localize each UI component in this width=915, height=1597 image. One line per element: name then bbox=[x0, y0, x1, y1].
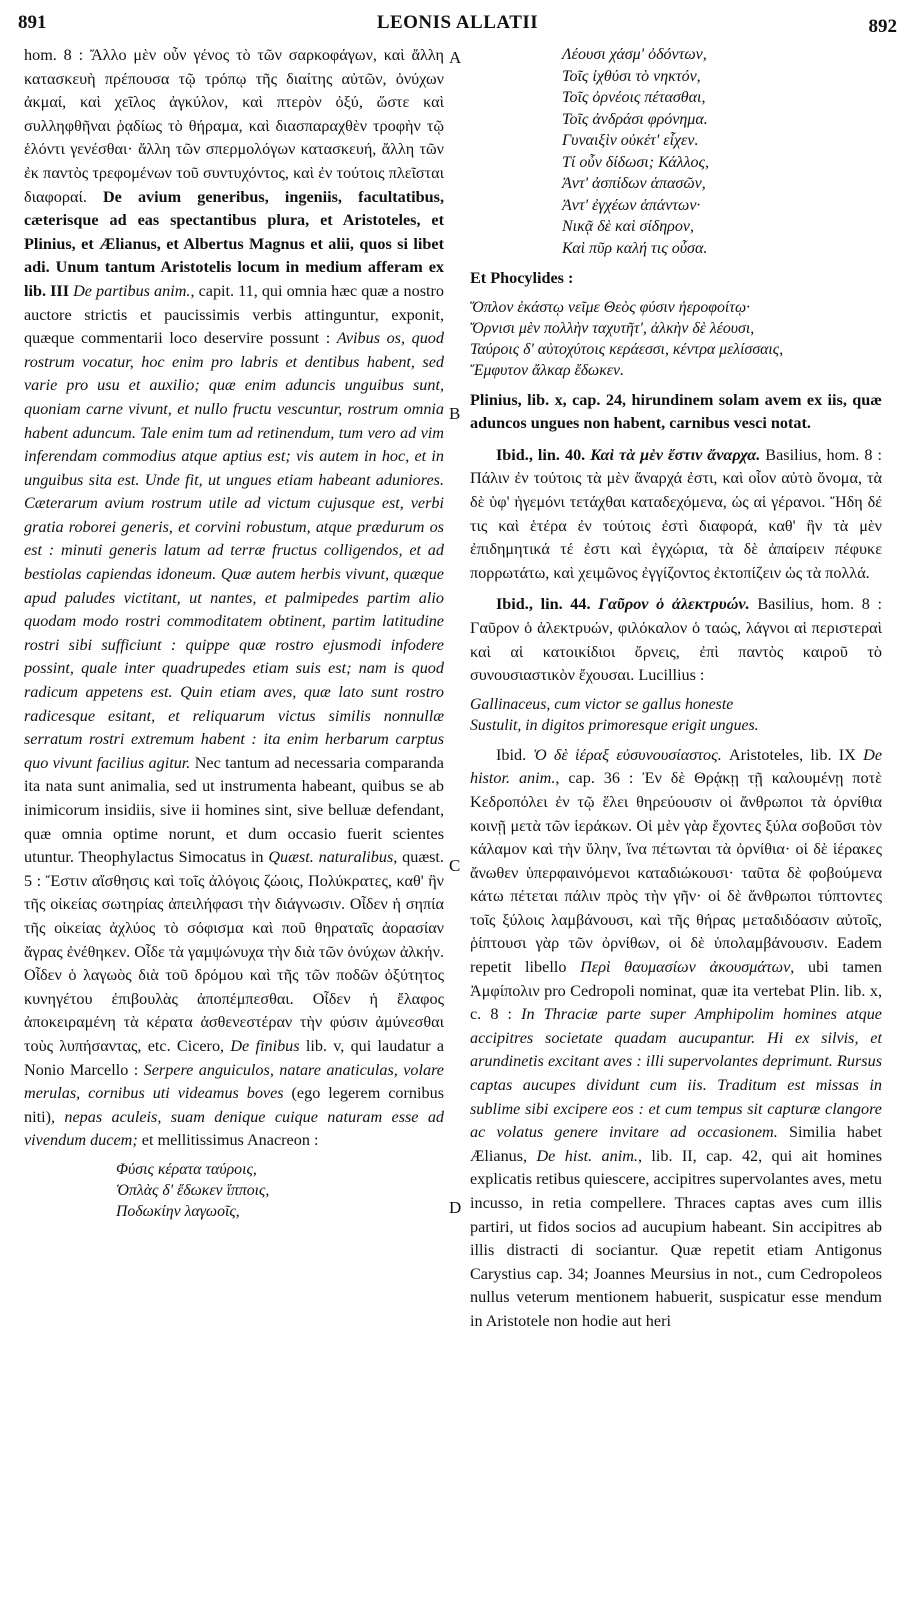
verse-line: Νικᾷ δὲ καὶ σίδηρον, bbox=[562, 218, 694, 235]
verse-line: Τοῖς ὀρνέοις πέτασθαι, bbox=[562, 89, 706, 106]
note-lemma-ref: Ibid., lin. 40. bbox=[496, 445, 591, 464]
verse-line: Φύσις κέρατα ταύροις, bbox=[116, 1160, 257, 1178]
work-title: De finibus bbox=[230, 1036, 300, 1055]
verse-line: Ὅπλον ἑκάστῳ νεῖμε Θεὸς φύσιν ἠεροφοίτῳ· bbox=[470, 298, 751, 316]
note-text: Aristoteles, lib. IX bbox=[721, 745, 864, 764]
verse-line: Ἔμφυτον ἄλκαρ ἔδωκεν. bbox=[470, 361, 624, 379]
note-lemma-ref: Ibid., lin. 44. bbox=[496, 595, 599, 614]
right-column bbox=[470, 44, 882, 1591]
verse-line: Τοῖς ἰχθύσι τὸ νηκτόν, bbox=[562, 67, 701, 85]
page-header bbox=[18, 6, 897, 36]
verse-line: Ὁπλὰς δ' ἔδωκεν ἵπποις, bbox=[116, 1181, 270, 1199]
verse-line: Ποδωκίην λαγωοῖς, bbox=[116, 1202, 240, 1220]
pliny-quotation: In Thraciæ parte super Amphipolim homines atque accipitres societate quadam aucupantur. Hi ex silvis, et arundinetis excitant aves : illi supervolantes deprimunt. Rursus captas aucupes dividunt cum iis. Traditum est missas in sublime sibi excipere eos : et cum tempus sit capturæ clangore ac volatus genere invitare ad occasionem. bbox=[470, 1005, 882, 1142]
verse-line: Gallinaceus, cum victor se gallus honeste bbox=[470, 695, 734, 713]
work-title: De histor. anim. bbox=[470, 745, 882, 788]
note-lemma: Γαῦρον ὁ ἀλεκτρυών. bbox=[598, 595, 750, 614]
latin-commentary: , capit. 11, qui omnia hæc quæ a nostro auctore strictis et paucissimis verbis attinguntur, exponit, quæque commentarii loco deservire possunt : bbox=[24, 281, 444, 348]
note-text: Basilius, hom. 8 : Γαῦρον ὁ ἀλεκτρυών, φιλόκαλον ὁ ταώς, λάγνοι αἱ περιστεραὶ καὶ αἱ κατοικίδιοι ὄρνεις, ἐπὶ παντὸς καιροῦ τὸ συνουσιαστικὸν ἔχουσαι. Lucillius : bbox=[470, 595, 882, 685]
margin-letter-d: D bbox=[449, 1198, 462, 1217]
latin-commentary: lib. v, qui laudatur a Nonio Marcello : bbox=[24, 1036, 444, 1079]
note-text: Similia habet Ælianus, bbox=[470, 1123, 882, 1165]
verse-line: Ταύροις δ' αὐτοχύτοις κεράεσσι, κέντρα μελίσσαις, bbox=[470, 340, 784, 358]
lucillius-verse bbox=[470, 694, 882, 736]
anacreon-verse bbox=[116, 1159, 444, 1222]
work-title: Περὶ θαυμασίων ἀκουσμάτων bbox=[580, 958, 791, 977]
margin-letter-c: C bbox=[449, 856, 461, 875]
paragraph-basilius-homily bbox=[24, 44, 444, 1153]
paragraph-ibid-hierax bbox=[470, 744, 882, 1334]
note-text: , cap. 36 : Ἐν δὲ Θρᾴκῃ τῇ καλουμένῃ ποτὲ Κεδροπόλει ἐν τῷ ἕλει θηρεύουσιν οἱ ἄνθρωποι τὰ ὀρνίθια κοινῇ μετὰ τῶν ἱεράκων. Οἱ μὲν γὰρ ἔχοντες ξύλα σοβοῦσι τὸν κάλαμον καὶ τὴν ὕλην, ἵνα πέτωνται τὰ ὀρνίθια· οἱ δὲ ἱέρακες ἄνωθεν ὑπερφαινόμενοι καταδιώκουσι· ταῦτα δὲ φοβούμενα κάτω πέτεται πάλιν πρὸς τὴν γῆν· οἱ δὲ ἄνθρωποι τύπτοντες τοῖς ξύλοις λαμβάνουσι, καὶ τῆς θήρας μεταδιδόασιν αὐτοῖς, ῥίπτουσι γὰρ τῶν ὀρνίθων, οἱ δὲ ὑπολαμβάνουσιν. Eadem repetit libello bbox=[470, 769, 882, 977]
paragraph-ibid-line-44 bbox=[470, 593, 882, 687]
greek-quotation: hom. 8 : Ἄλλο μὲν οὖν γένος τὸ τῶν σαρκοφάγων, καὶ ἄλλη κατασκευὴ πρέπουσα τῷ τρόπῳ τῆς διαίτης αὐτῶν, ὀνύχων ἀκμαί, καὶ χεῖλος ἀγκύλον, καὶ πτερὸν ὀξύ, ὥστε καὶ συλληφθῆναι ῥᾳδίως τὸ θήραμα, καὶ διασπαραχθὲν τροφὴν τῷ ἑλόντι γενέσθαι· ἄλλη τῶν σπερμολόγων κατασκευή, ἄλλη τῶν ἐκ παντὸς τρεφομένων τοῦ συντυχόντος, καὶ ἐν τούτοις πλεῖσται διαφοραί. bbox=[24, 46, 444, 206]
left-column bbox=[24, 44, 444, 1591]
margin-letter-b: B bbox=[449, 404, 461, 423]
note-lemma: Ὁ δὲ ἱέραξ εὐσυνουσίαστος. bbox=[533, 745, 722, 764]
cicero-quotation: nepas aculeis, suam denique cuique naturam esse ad vivendum ducem; bbox=[24, 1107, 444, 1150]
anacreon-verse-continued bbox=[562, 44, 882, 259]
paragraph-ibid-line-40 bbox=[470, 444, 882, 586]
note-text: Basilius, hom. 8 : Πάλιν ἐν τούτοις τὰ μὲν ἄναρχά ἐστι, καὶ οἷον αὐτὸ ὄνομα, τὰ δὲ ὑφ' ἡγεμόνι τετάχθαι καταδεχόμενα, ὡς αἱ γέρανοι. Ἤδη δέ τις καὶ ἑτέρα ἐν τούτοις ἐστὶ διαφορά, καθ' ἣν τὰ μὲν ἐπιδημητικά τέ ἐστι καὶ ἐγχώρια, τὰ δὲ ἀπαίρειν πέφυκε πορρωτάτω, καὶ χειμῶνος ἐγγίζοντος ἐκτοπίζειν ὡς τὰ πολλά. bbox=[470, 445, 882, 582]
greek-quotation: , quæst. 5 : Ἔστιν αἴσθησις καὶ τοῖς ἀλόγοις ζώοις, Πολύκρατες, καθ' ἣν τῆς οἰκείας σωτηρίας ἀπειλήφασι τὴν διάγνωσιν. Οἶδεν ἡ σηπία τῆς οἰκείας ἀχλύος τὸ σόφισμα καὶ ποῦ θηραταῖς ἀορασίαν ἄγρας ἐνέθηκεν. Οἶδε τὰ γαμψώνυχα τὴν διὰ τῶν ὀνύχων ἀλκήν. Οἶδεν ὁ λαγωὸς διὰ τοῦ δρόμου καὶ τῆς τῶν ποδῶν ὀξύτητος κυνηγέτου ἐπιβουλὰς ἀποπέμπεσθαι. Οἶδεν ἡ ἔλαφος ἀποκειραμένη τὰ κέρατα ἀσθενεστέραν τὴν φύσιν ἀμύνεσθαι τοὺς λυπήσαντας, etc. Cicero, bbox=[24, 848, 444, 1055]
note-lemma: Καὶ τὰ μὲν ἔστιν ἄναρχα. bbox=[590, 445, 761, 464]
verse-line: Sustulit, in digitos primoresque erigit ungues. bbox=[470, 716, 759, 734]
aristotle-quotation: Avibus os, quod rostrum vocatur, hoc enim pro labris et dentibus habent, sed varie pro usu et auxilio; quæ enim aduncis unguibus sunt, quoniam carne vivunt, et nullo fructu vescuntur, rostrum omnia habent aduncum. Tale enim tum ad retinendum, tum vero ad vim inferendam commodius atque aptius est; vis autem in hoc, et in unguibus sita est. Unde fit, ut ungues etiam habeant aduniores. Cæterarum avium rostrum utile ad victum cujusque est, verbi gratia roborei generis, et corvini robustum, atque prædurum os est : minuti generis latum ad terræ fructus colligendos, et ad bestiolas capiendas idoneum. Quæ autem herbis vivunt, quæque apud paludes victitant, ut nantes, et palmipedes partim alio quodam modo rostri commoditatem obtinent, partim latitudine rostri sibi sufficiunt : quippe quæ rostro ejusmodi infodere possint, quale inter quadrupedes etiam suis est; nam is quod radicum appetens est. Quin etiam aves, quæ lato sunt rostro radicesque esitant, et reliquarum victus similis nonnullæ serratum rostri extremum habent : ita enim herbarum carptus quo vivunt facilius agitur. bbox=[24, 329, 444, 772]
verse-line: Καὶ πῦρ καλή τις οὖσα. bbox=[562, 239, 708, 257]
running-title: LEONIS ALLATII bbox=[376, 12, 539, 33]
verse-line: Τί οὖν δίδωσι; Κάλλος, bbox=[562, 153, 710, 171]
note-text: , lib. II, cap. 42, qui ait homines explicatis retibus quiescere, accipitres supervolantes aves, metu incusso, in retia compellere. Thraces captas aves cum illis partiri, ut fidos socios ad aucupium habeant. Sin accipitres ab illis distracti di sociantur. Quæ repetit etiam Antigonus Carystius cap. 34; Joannes Meursius in not., cum Cedropoleos nullus veterum mentionem habuerit, suspicatur esse mendum in Aristotele non hodie aut heri bbox=[470, 1146, 882, 1330]
latin-commentary: De avium generibus, ingeniis, facultatibus, cæterisque ad eas spectantibus plura, et Aristoteles, et Plinius, et Ælianus, et Albertus Magnus et alii, quos si libet adi. Unum tantum Aristotelis locum in medium afferam ex lib. III bbox=[24, 187, 444, 300]
verse-line: Ἀντ' ἀσπίδων ἁπασῶν, bbox=[562, 175, 706, 192]
verse-line: Ὄρνισι μὲν πολλὴν ταχυτῆτ', ἀλκὴν δὲ λέουσι, bbox=[470, 319, 755, 337]
page-number-right: 892 bbox=[868, 16, 897, 37]
work-title: De partibus anim. bbox=[73, 281, 191, 300]
phocylides-label: Et Phocylides : bbox=[470, 269, 574, 287]
note-lemma-ref: Ibid. bbox=[496, 745, 534, 764]
latin-commentary: Nec tantum ad necessaria comparanda ita nata sunt animalia, sed ut instrumenta habeant, quibus se ab inimicorum insidiis, sive ii homines sint, sive belluæ defendant, quæ omnia optime norunt, et dum occasio fuerit scientes utuntur. Theophylactus Simocatus in bbox=[24, 753, 444, 867]
latin-commentary: et mellitissimus Anacreon : bbox=[137, 1131, 319, 1150]
verse-line: Τοῖς ἀνδράσι φρόνημα. bbox=[562, 110, 708, 128]
work-title: De hist. anim. bbox=[536, 1146, 638, 1165]
note-text: , ubi tamen Ἀμφίπολιν pro Cedropoli nominat, quæ ita vertebat Plin. lib. x, c. 8 : bbox=[470, 958, 882, 1024]
paragraph-pliny: Plinius, lib. x, cap. 24, hirundinem solam avem ex iis, quæ aduncos ungues non habent, carnibus vesci notat. bbox=[470, 390, 882, 433]
margin-letter-a: A bbox=[449, 48, 462, 67]
parenthetical-note: (ego legerem cornibus niti), bbox=[24, 1084, 444, 1126]
cicero-quotation: Serpere anguiculos, natare anaticulas, volare merulas, cornibus uti videamus boves bbox=[24, 1060, 444, 1103]
page-number-left: 891 bbox=[18, 12, 47, 33]
verse-line: Λέουσι χάσμ' ὀδόντων, bbox=[562, 46, 707, 63]
work-title: Quæst. naturalibus bbox=[268, 848, 394, 867]
phocylides-verse bbox=[470, 297, 882, 381]
verse-line: Γυναιξὶν οὐκέτ' εἶχεν. bbox=[562, 132, 699, 149]
verse-line: Ἀντ' ἐγχέων ἁπάντων· bbox=[562, 196, 701, 214]
